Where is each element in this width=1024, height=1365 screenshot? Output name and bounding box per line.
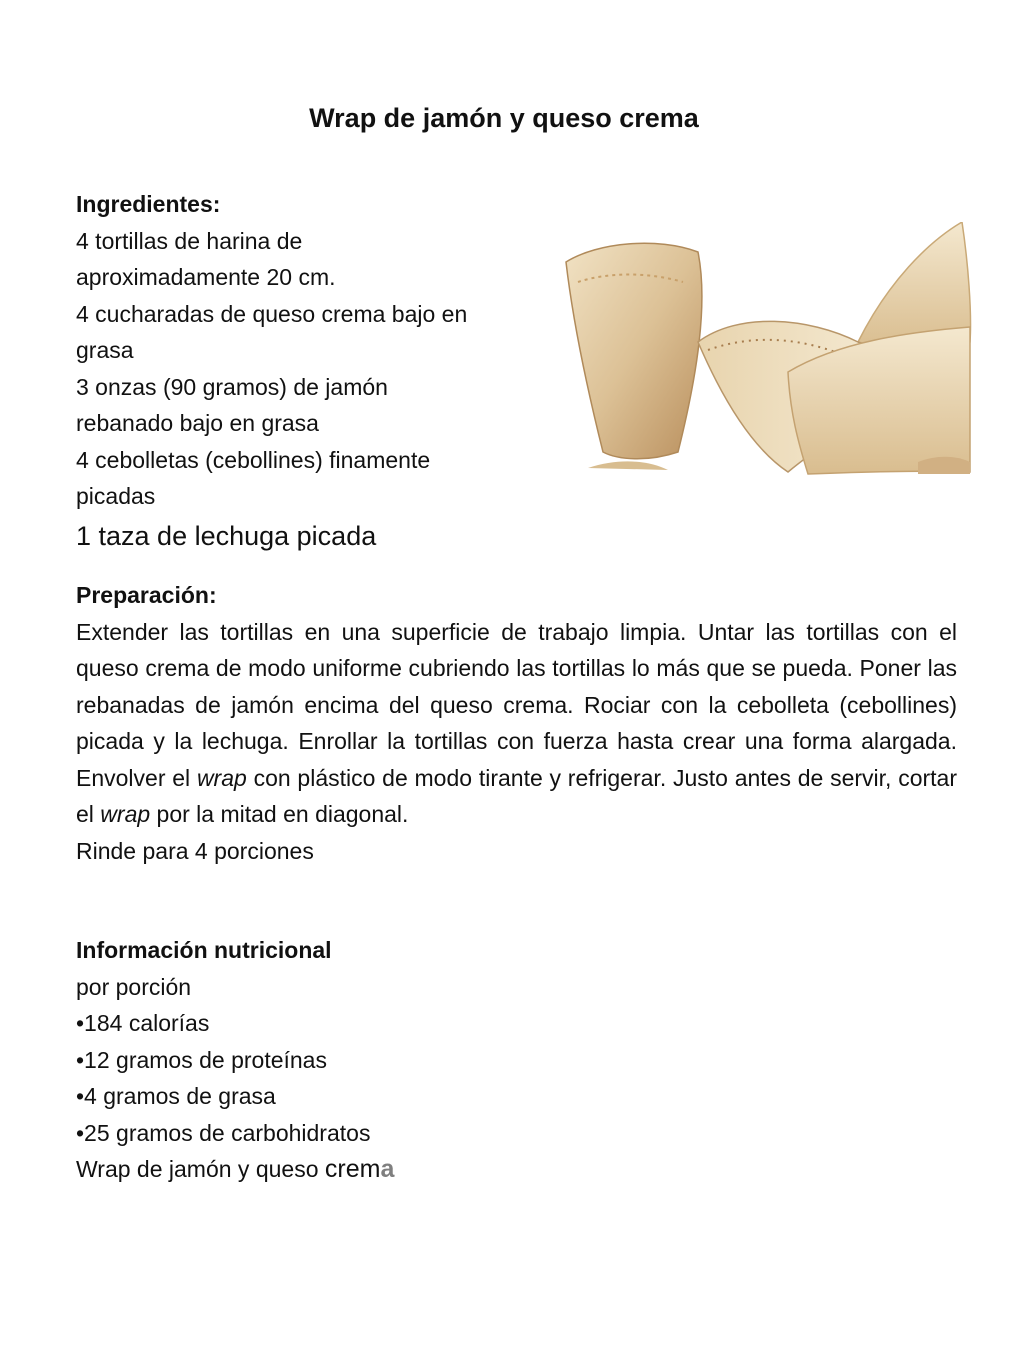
yield-text: Rinde para 4 porciones	[76, 837, 314, 864]
preparation-text	[76, 614, 957, 833]
nutrition-heading: Información nutricional	[76, 937, 332, 963]
tortilla-wraps-photo	[558, 222, 972, 476]
ingredient-line: 3 onzas (90 gramos) de jamón	[76, 373, 388, 400]
ingredient-line: picadas	[76, 483, 156, 509]
nutrition-section	[76, 932, 676, 1188]
page-title: Wrap de jamón y queso crema	[309, 103, 699, 133]
footer-title-part: Wrap de jamón y queso	[76, 1156, 325, 1182]
ingredient-line: 4 tortillas de harina de	[76, 227, 303, 254]
preparation-text-emphasis: wrap	[100, 801, 151, 827]
preparation-text-part: por la mitad en diagonal.	[150, 801, 409, 827]
preparation-text-emphasis: wrap	[196, 764, 247, 791]
footer-title-part: a	[380, 1155, 395, 1183]
ingredient-line: aproximadamente 20 cm.	[76, 264, 336, 290]
footer-title	[76, 1151, 676, 1188]
preparation-heading: Preparación:	[76, 582, 217, 608]
preparation-text-part: con plástico de modo tirante y refrigerar. Justo antes de servir, cortar el	[76, 764, 958, 827]
nutrition-item: •4 gramos de grasa	[76, 1083, 276, 1109]
footer-title-part: crem	[324, 1155, 381, 1183]
ingredient-line: rebanado bajo en grasa	[76, 410, 319, 436]
nutrition-item: •184 calorías	[76, 1010, 210, 1036]
ingredient-line: 4 cucharadas de queso crema bajo en	[76, 300, 468, 327]
ingredient-line-lettuce: 1 taza de lechuga picada	[76, 520, 377, 551]
ingredient-line: 4 cebolletas (cebollines) finamente	[76, 446, 431, 473]
nutrition-subheading: por porción	[76, 973, 192, 1000]
ingredients-section	[76, 186, 546, 557]
preparation-section	[76, 577, 957, 869]
nutrition-item: •12 gramos de proteínas	[76, 1046, 327, 1073]
preparation-text-part: Extender las tortillas en una superficie de trabajo limpia. Untar las tortillas con el queso crema de modo uniforme cubriendo las tortillas lo más que se pueda. Poner las rebanadas de jamón encima del queso crema. Rociar con la cebolleta (cebollines) picada y la lechuga. Enrollar la tortillas con fuerza hasta crear una forma alargada. Envolver el	[76, 618, 957, 791]
ingredient-line: grasa	[76, 337, 134, 363]
nutrition-item: •25 gramos de carbohidratos	[76, 1119, 371, 1146]
ingredients-heading: Ingredientes:	[76, 191, 221, 217]
